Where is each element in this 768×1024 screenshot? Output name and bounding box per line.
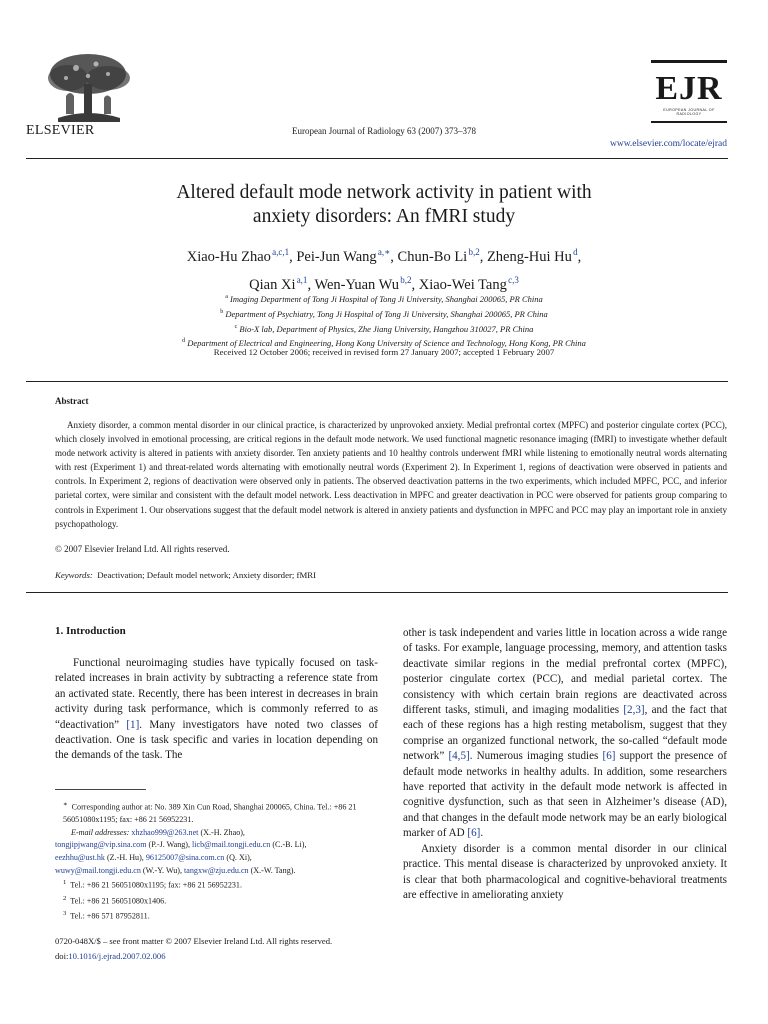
affiliation-list xyxy=(0,291,768,350)
text-run: . Many investigators have noted two classes of deactivation. One is task specific and varies in location depending on the demands of the task. The xyxy=(55,718,378,762)
author-name: Pei-Jun Wang xyxy=(296,248,377,265)
footnote-mark: 3 xyxy=(63,909,67,917)
email-link[interactable]: 96125007@sina.com.cn xyxy=(145,853,225,863)
affiliation xyxy=(0,306,768,321)
abstract-top-divider xyxy=(26,381,728,382)
journal-logo: EJR xyxy=(655,70,723,107)
email-owner: (W.-Y. Wu), xyxy=(140,865,185,875)
email-link[interactable]: eezhhu@ust.hk xyxy=(55,853,105,863)
right-column xyxy=(403,626,727,903)
keywords-label: Keywords: xyxy=(55,570,93,580)
doi-line xyxy=(55,949,332,964)
left-column xyxy=(55,656,378,764)
email-owner: (C.-B. Li), xyxy=(270,840,307,850)
footnote-text: Tel.: +86 21 56051080x1195; fax: +86 21 56952231. xyxy=(70,880,242,890)
footnote-text: Corresponding author at: No. 389 Xin Cun Road, Shanghai 200065, China. Tel.: +86 21 56051080x1195; fax: +86 21 56952231. xyxy=(63,802,357,825)
author-affiliation-link[interactable]: c,3 xyxy=(508,274,519,285)
affiliation-mark: a xyxy=(225,294,228,300)
issn-line: 0720-048X/$ – see front matter © 2007 Elsevier Ireland Ltd. All rights reserved. xyxy=(55,936,333,946)
email-owner: (X.-W. Tang). xyxy=(248,865,296,875)
page-footer xyxy=(55,934,332,964)
paragraph: Anxiety disorder is a common mental disorder in our clinical practice. This mental disease is characterized by unprovoked anxiety. It is clear that both pharmacological and cognitive-behavioral treatments are effective in ameliorating anxiety xyxy=(403,842,727,901)
text-run: other is task independent and varies little in location across a wide range of tasks. For example, language processing, memory, and attention tasks deactivate similar regions in the medial prefrontal cortex (MPFC), posterior cingulate cortex (PCC), and medial parietal cortex. The consistency with which certain brain regions are deactivated across different tasks, stimuli, and imaging modalities xyxy=(403,627,727,717)
author-name: Wen-Yuan Wu xyxy=(314,276,399,293)
author-affiliation-link[interactable]: a,c,1 xyxy=(272,247,290,257)
received-dates: Received 12 October 2006; received in revised form 27 January 2007; accepted 1 February 2007 xyxy=(213,347,555,357)
affiliation-text: Bio-X lab, Department of Physics, Zhe Jiang University, Hangzhou 310027, PR China xyxy=(239,323,534,334)
footnote-text: Tel.: +86 571 87952811. xyxy=(70,911,150,921)
journal-logo-subtitle: EUROPEAN JOURNAL OF RADIOLOGY xyxy=(663,108,715,116)
article-title xyxy=(0,181,768,229)
author-list: Xiao-Hu Zhao $^{a,c,1}$, Pei-Jun Wang $^{a,∗}$, Chun-Bo Li $^{b,2}$, Zheng-Hui Hu $^d$, Qian Xi $^{a,1}$, Wen-Yuan Wu $^{b,2}$, Xiao-Wei Tang $^{c,3}$ xyxy=(186,247,582,293)
author-name: Chun-Bo Li xyxy=(397,248,468,265)
author-affiliation-link[interactable]: a,1 xyxy=(296,274,308,285)
text-run: , and the fact that each of these regions has a high resting metabolism, suggest that they comprise an organized functional network, the so-called “default mode network” xyxy=(403,704,727,763)
doi-link[interactable]: 10.1016/j.ejrad.2007.02.006 xyxy=(68,951,166,961)
affiliation-text: Department of Electrical and Engineering, Hong Kong University of Science and Technology, Hong Kong, PR China xyxy=(187,338,586,349)
email-link[interactable]: tangxw@zju.edu.cn xyxy=(184,865,249,875)
affiliation xyxy=(0,321,768,336)
journal-website-link[interactable]: www.elsevier.com/locate/ejrad xyxy=(609,139,727,149)
email-owner: (Q. Xi), xyxy=(224,853,252,863)
author-name: Xiao-Wei Tang xyxy=(418,276,507,293)
affiliation-mark: c xyxy=(234,323,238,330)
affiliation-text: Imaging Department of Tong Ji Hospital of Tong Ji University, Shanghai 200065, PR China xyxy=(230,293,543,304)
title-line-2: anxiety disorders: An fMRI study xyxy=(252,206,516,227)
author-affiliation-link[interactable]: b,2 xyxy=(400,274,412,285)
paragraph xyxy=(403,626,727,842)
citation-link[interactable]: [2,3] xyxy=(623,704,645,717)
email-link[interactable]: tongjipjwang@vip.sina.com xyxy=(55,840,147,850)
footnotes xyxy=(55,799,378,923)
footnote-mark: 1 xyxy=(63,879,67,887)
author-name: Qian Xi xyxy=(249,276,296,293)
elsevier-tree-logo xyxy=(38,48,138,128)
doi-label: doi: xyxy=(55,951,69,961)
abstract-bottom-divider xyxy=(26,592,728,593)
text-run: . Numerous imaging studies xyxy=(469,750,603,763)
footnote-emails xyxy=(55,827,378,840)
footnote-divider xyxy=(55,789,146,790)
journal-reference: European Journal of Radiology 63 (2007) 373–378 xyxy=(292,126,476,136)
affiliation-mark: d xyxy=(182,338,186,345)
affiliation xyxy=(0,291,768,306)
keywords xyxy=(55,570,316,580)
email-link[interactable]: wuwy@mail.tongji.edu.cn xyxy=(55,865,141,875)
abstract-copyright: © 2007 Elsevier Ireland Ltd. All rights reserved. xyxy=(55,544,230,554)
author-affiliation-link[interactable]: a,∗ xyxy=(377,247,391,257)
author-name: Zheng-Hui Hu xyxy=(486,248,572,265)
author-affiliation-link[interactable]: d xyxy=(573,247,578,257)
author-affiliation-link[interactable]: b,2 xyxy=(468,247,480,257)
publisher-name: ELSEVIER xyxy=(26,123,95,138)
citation-link[interactable]: [6] xyxy=(467,827,481,840)
email-owner: (X.-H. Zhao), xyxy=(198,827,245,837)
email-link[interactable]: xhzhao999@263.net xyxy=(131,827,199,837)
footnote-1 xyxy=(55,877,378,892)
footnote-3 xyxy=(55,908,378,923)
citation-link[interactable]: [6] xyxy=(602,750,616,763)
footnote-emails-cont xyxy=(55,852,378,865)
footnote-emails-cont xyxy=(55,839,378,852)
email-owner: (P.-J. Wang), xyxy=(146,840,193,850)
footnote-mark: 2 xyxy=(63,894,67,902)
footnote-emails-cont xyxy=(55,865,378,878)
text-run: . xyxy=(480,827,484,840)
section-heading: 1. Introduction xyxy=(55,625,126,637)
affiliation-mark: b xyxy=(220,308,224,315)
text-run: Functional neuroimaging studies have typically focused on task-related increases in brain activity by subtracting a reference state from an activated state. Recently, there has been interest in decreases in brain activity during task performance, which is commonly referred to as “deactivation” xyxy=(55,657,378,731)
abstract-heading: Abstract xyxy=(55,396,89,406)
author-name: Xiao-Hu Zhao xyxy=(186,248,271,265)
email-label: E-mail addresses: xyxy=(71,827,130,837)
keywords-list: Deactivation; Default model network; Anxiety disorder; fMRI xyxy=(97,570,317,580)
abstract-text: Anxiety disorder, a common mental disorder in our clinical practice, is characterized by unprovoked anxiety. Medial prefrontal cortex (MPFC) and posterior cingulate cortex (PCC), which closely involved in emotional processing, are critical regions in the default mode network. We used functional magnetic resonance imaging (fMRI) to investigate whether default mode network activity is altered in patients with anxiety disorder. Ten anxiety patients and 10 healthy controls underwent fMRI while listening to emotionally neutral words alternating with rest (Experiment 1) and threat-related words alternating with emotionally neutral words (Experiment 2). In Experiment 1, regions of deactivation were observed in patients and controls. In Experiment 2, regions of deactivation were observed only in patients. The observed deactivation patterns in the two experiments, which included MPFC, PCC, and inferior parietal cortex, were similar and consistent with the default model network. Less deactivation in MPFC and greater deactivation in PCC were observed for patients group comparing to controls in Experiment 1. Our observations suggest that the default model network is altered in anxiety patients and dysfunction in MPFC and PCC may play an important role in anxiety psychopathology. xyxy=(55,420,727,529)
email-link[interactable]: licb@mail.tongji.edu.cn xyxy=(192,840,271,850)
citation-link[interactable]: [1] xyxy=(126,718,140,731)
paragraph xyxy=(55,656,378,764)
footnote-text: Tel.: +86 21 56051080x1406. xyxy=(70,896,167,906)
header-divider xyxy=(26,158,728,159)
text-run: support the presence of default mode networks in healthy adults. In addition, some researchers have reported that activity in the default mode network is affected in cognitive dysfunction, such as that seen in Alzheimer’s disease (AD), and that changes in the default mode network may be an early biological marker of AD xyxy=(403,750,727,840)
citation-link[interactable]: [4,5] xyxy=(448,750,470,763)
footnote-mark: ∗ xyxy=(63,801,68,808)
affiliation-text: Department of Psychiatry, Tong Ji Hospital of Tong Ji University, Shanghai 200065, PR China xyxy=(225,308,548,319)
title-line-1: Altered default mode network activity in patient with xyxy=(176,182,592,203)
email-owner: (Z.-H. Hu), xyxy=(104,853,146,863)
footnote-2 xyxy=(55,893,378,908)
footnote-corresponding xyxy=(55,799,378,827)
